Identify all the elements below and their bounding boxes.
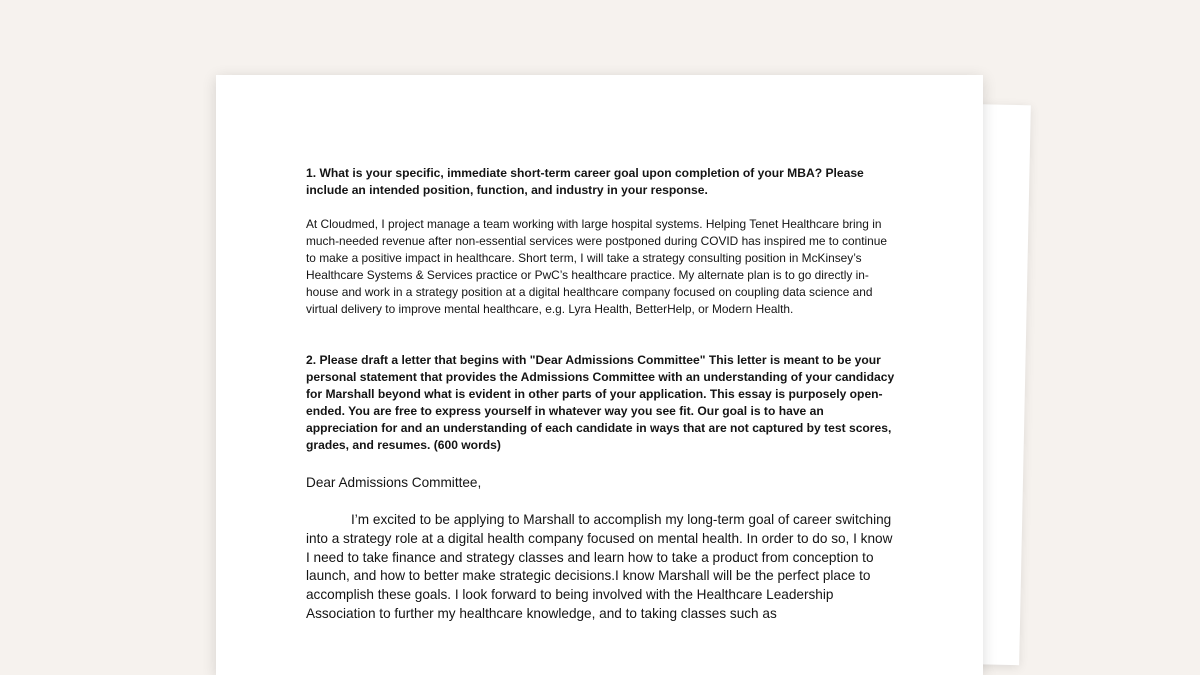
answer-1: At Cloudmed, I project manage a team working with large hospital systems. Helping Tenet Healthcare bring in much-needed revenue after non-essential services were postponed during COVID has inspired me to continue to make a positive impact in healthcare. Short term, I will take a strategy consulting position in McKinsey’s Healthcare Systems & Services practice or PwC’s healthcare practice. My alternate plan is to go directly in-house and work in a strategy position at a digital healthcare company focused on coupling data science and virtual delivery to improve mental healthcare, e.g. Lyra Health, BetterHelp, or Modern Health. [306, 217, 887, 316]
document-content [306, 165, 896, 624]
question-2: 2. Please draft a letter that begins with "Dear Admissions Committee" This letter is meant to be your personal statement that provides the Admissions Committee with an understanding of your candidacy for Marshall beyond what is evident in other parts of your application. This essay is purposely open-ended. You are free to express yourself in whatever way you see fit. Our goal is to have an appreciation for and an understanding of each candidate in ways that are not captured by test scores, grades, and resumes. (600 words) [306, 353, 895, 452]
document-page [216, 75, 983, 675]
question-1: 1. What is your specific, immediate short-term career goal upon completion of your MBA? Please include an intended position, function, and industry in your response. [306, 166, 864, 197]
letter-paragraph: I’m excited to be applying to Marshall to accomplish my long-term goal of career switching into a strategy role at a digital health company focused on mental health. In order to do so, I know I need to take finance and strategy classes and learn how to take a product from conception to launch, and how to better make strategic decisions.I know Marshall will be the perfect place to accomplish these goals. I look forward to being involved with the Healthcare Leadership Association to further my healthcare knowledge, and to taking classes such as [306, 512, 893, 621]
letter-salutation: Dear Admissions Committee, [306, 475, 482, 490]
